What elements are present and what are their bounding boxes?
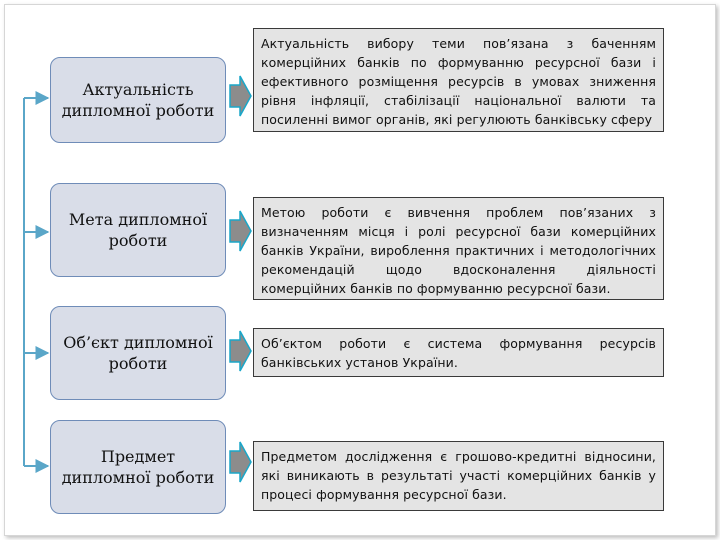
label-text: Мета дипломної роботи [68, 210, 208, 250]
label-box-object [50, 306, 226, 400]
right-arrow-icon [229, 441, 253, 483]
description-text: Метою роботи є вивчення проблем пов’язаних з визначенням місця і ролі ресурсної бази комерційних банків України, вироблення практичних і методологічних рекомендацій щодо вдосконалення діяльності комерційних банків по формуванню ресурсної бази. [261, 205, 656, 296]
label-text: Предмет дипломної роботи [61, 447, 215, 487]
description-text: Предметом дослідження є грошово-кредитні відносини, які виникають в результаті участі комерційних банків у процесі формування ресурсної бази. [261, 449, 656, 502]
label-text: Актуальність дипломної роботи [61, 80, 215, 120]
description-text: Об’єктом роботи є система формування ресурсів банківських установ України. [261, 336, 656, 370]
label-box-subject [50, 420, 226, 514]
label-text: Об’єкт дипломної роботи [63, 333, 213, 373]
description-box-object [253, 328, 664, 377]
description-text: Актуальність вибору теми пов’язана з баченням комерційних банків по формуванню ресурсної бази і ефективного розміщення ресурсів в умовах зниження рівня інфляції, стабілізації національної валюти та посиленні вимог органів, які регулюють банківську сферу [261, 36, 656, 127]
description-box-subject [253, 441, 664, 511]
description-box-goal [253, 197, 664, 300]
description-box-relevance [253, 28, 664, 132]
right-arrow-icon [229, 75, 253, 117]
right-arrow-icon [229, 330, 253, 372]
label-box-relevance [50, 57, 226, 143]
label-box-goal [50, 183, 226, 277]
right-arrow-icon [229, 210, 253, 252]
